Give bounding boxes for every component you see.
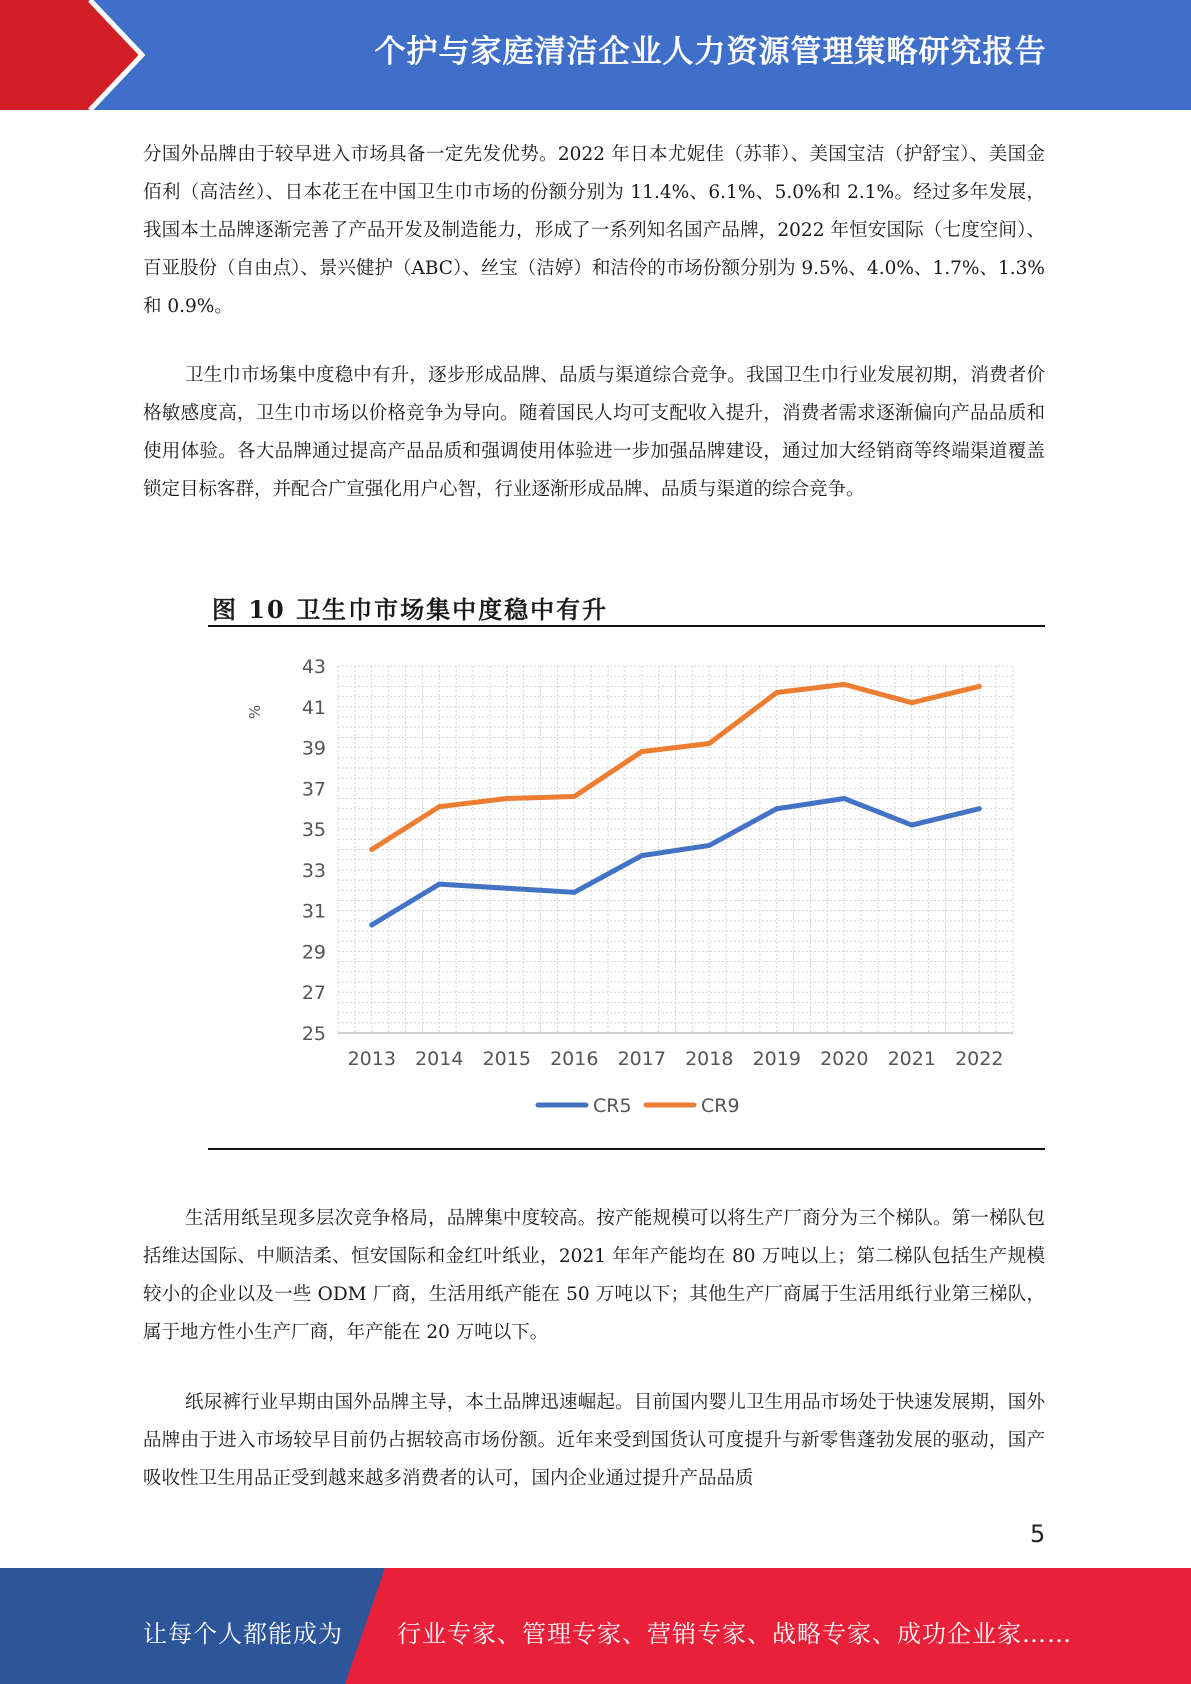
paragraph-market-share: 分国外品牌由于较早进入市场具备一定先发优势。2022 年日本尤妮佳（苏菲）、美国宝洁（护舒宝）、美国金佰利（高洁丝）、日本花王在中国卫生巾市场的份额分别为 11.4%、6.1%、5.0%和 2.1%。经过多年发展，我国本土品牌逐渐完善了产品开发及制造能力，形成了一系列知名国产品牌，2022 年恒安国际（七度空间）、百亚股份（自由点）、景兴健护（ABC）、丝宝（洁婷）和洁伶的市场份额分别为 9.5%、4.0%、1.7%、1.3%和 0.9%。 [143, 144, 1045, 317]
figure-title: 图 10 卫生巾市场集中度稳中有升 [212, 595, 609, 624]
report-title: 个护与家庭清洁企业人力资源管理策略研究报告 [374, 34, 1047, 70]
data-point-cr9 [774, 690, 779, 695]
data-point-cr5 [504, 886, 509, 891]
x-tick-label: 2021 [887, 1048, 936, 1070]
paragraph-concentration: 卫生巾市场集中度稳中有升，逐步形成品牌、品质与渠道综合竞争。我国卫生巾行业发展初期，消费者价格敏感度高，卫生巾市场以价格竞争为导向。随着国民人均可支配收入提升，消费者需求逐渐偏向产品品质和使用体验。各大品牌通过提高产品品质和强调使用体验进一步加强品牌建设，通过加大经销商等终端渠道覆盖锁定目标客群，并配合广宣强化用户心智，行业逐渐形成品牌、品质与渠道的综合竞争。 [143, 365, 1045, 500]
y-tick-label: 39 [301, 737, 326, 760]
data-point-cr9 [572, 794, 577, 799]
legend-label-cr9: CR9 [701, 1095, 740, 1117]
y-tick-label: 43 [301, 656, 326, 678]
y-tick-label: 31 [301, 900, 326, 923]
page-header [0, 0, 1191, 110]
paragraph-diapers: 纸尿裤行业早期由国外品牌主导，本土品牌迅速崛起。目前国内婴儿卫生用品市场处于快速发展期，国外品牌由于进入市场较早目前仍占据较高市场份额。近年来受到国货认可度提升与新零售蓬勃发展的驱动，国产吸收性卫生用品正受到越来越多消费者的认可，国内企业通过提升产品品质 [143, 1392, 1045, 1489]
y-tick-label: 35 [301, 819, 326, 842]
x-tick-label: 2015 [482, 1048, 531, 1070]
data-point-cr5 [774, 806, 779, 811]
x-tick-label: 2019 [752, 1048, 801, 1070]
data-point-cr9 [842, 682, 847, 687]
y-tick-label: 27 [301, 982, 326, 1005]
y-tick-label: 25 [301, 1023, 326, 1045]
page-number: 5 [1030, 1520, 1046, 1548]
data-point-cr9 [707, 741, 712, 746]
header-chevron-decoration [0, 0, 160, 110]
footer-tagline: 行业专家、管理专家、营销专家、战略专家、成功企业家…… [397, 1620, 1072, 1648]
y-tick-label: 37 [301, 778, 326, 801]
legend-label-cr5: CR5 [593, 1095, 632, 1117]
data-point-cr5 [639, 853, 644, 858]
line-chart [208, 640, 1045, 1145]
data-point-cr9 [369, 847, 374, 852]
series-line-cr5 [372, 799, 980, 925]
y-tick-label: 33 [301, 859, 326, 882]
x-tick-label: 2013 [347, 1048, 396, 1070]
chart-legend [538, 1095, 740, 1117]
data-point-cr5 [437, 882, 442, 887]
x-tick-label: 2018 [685, 1048, 734, 1070]
footer-slogan: 让每个人都能成为 [143, 1620, 343, 1648]
data-point-cr9 [437, 804, 442, 809]
y-axis-label: % [246, 704, 264, 720]
x-tick-label: 2017 [617, 1048, 666, 1070]
figure-top-rule [208, 625, 1045, 627]
y-tick-label: 41 [301, 696, 326, 719]
data-point-cr9 [504, 796, 509, 801]
x-tick-label: 2022 [955, 1048, 1004, 1070]
x-tick-label: 2020 [820, 1048, 869, 1070]
x-tick-label: 2016 [550, 1048, 599, 1070]
x-tick-label: 2014 [415, 1048, 464, 1070]
data-point-cr5 [977, 806, 982, 811]
figure-bottom-rule [208, 1148, 1045, 1150]
data-point-cr5 [909, 823, 914, 828]
data-point-cr5 [369, 922, 374, 927]
data-point-cr5 [707, 843, 712, 848]
data-point-cr9 [977, 684, 982, 689]
data-point-cr5 [842, 796, 847, 801]
data-point-cr5 [572, 890, 577, 895]
y-tick-label: 29 [301, 941, 326, 964]
data-point-cr9 [909, 700, 914, 705]
data-point-cr9 [639, 749, 644, 754]
paragraph-tissue-paper: 生活用纸呈现多层次竞争格局，品牌集中度较高。按产能规模可以将生产厂商分为三个梯队。第一梯队包括维达国际、中顺洁柔、恒安国际和金红叶纸业，2021 年年产能均在 80 万吨以上；第二梯队包括生产规模较小的企业以及一些 ODM 厂商，生活用纸产能在 50 万吨以下；其他生产厂商属于生活用纸行业第三梯队，属于地方性小生产厂商，年产能在 20 万吨以下。 [143, 1208, 1045, 1343]
